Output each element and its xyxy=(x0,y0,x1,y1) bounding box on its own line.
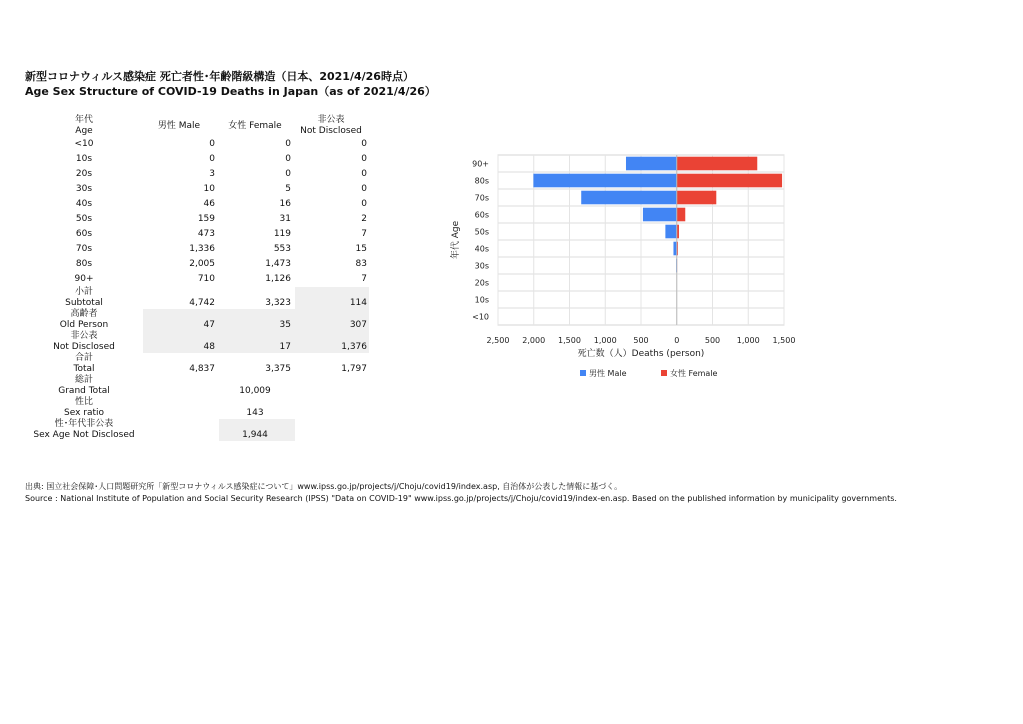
row-not-disclosed: 0 xyxy=(361,169,367,179)
row-not-disclosed: 7 xyxy=(361,274,367,284)
table-row xyxy=(25,257,369,272)
table-row xyxy=(25,167,369,182)
row-male: 710 xyxy=(197,274,215,284)
row-age: 90+ xyxy=(74,274,94,284)
row-female: 1,473 xyxy=(265,259,291,269)
x-tick-label: 1,000 xyxy=(593,336,617,345)
row-female: 31 xyxy=(279,214,291,224)
bar-female xyxy=(677,191,717,205)
row-male: 10 xyxy=(203,184,215,194)
title-japanese: 新型コロナウィルス感染症 死亡者性･年齢階級構造（日本、2021/4/26時点） xyxy=(25,70,414,83)
y-tick-label: 60s xyxy=(474,210,489,220)
row-female: 0 xyxy=(285,154,291,164)
row-male: 0 xyxy=(209,139,215,149)
row-age: 20s xyxy=(75,169,93,179)
x-tick-label: 500 xyxy=(704,336,721,345)
grand-total-row: 総計 Grand Total 10,009 xyxy=(58,375,271,396)
subtotal-row: 小計 Subtotal 4,742 3,323 114 xyxy=(65,287,367,308)
row-not-disclosed: 0 xyxy=(361,139,367,149)
row-male: 3 xyxy=(209,169,215,179)
row-female: 5 xyxy=(285,184,291,194)
source-english: Source : National Institute of Population and Social Security Research (IPSS) "Data on COVID-19" www.ipss.go.jp/projects/j/Choju/covid19/index-en.asp. Based on the published information by municipality governments. xyxy=(25,494,897,503)
y-tick-label: 20s xyxy=(474,278,489,288)
table-header xyxy=(25,115,369,137)
y-tick-label: 10s xyxy=(474,295,489,305)
table-row xyxy=(25,152,369,167)
header-male: 男性 Male xyxy=(157,120,201,131)
header-age: 年代 Age xyxy=(74,115,93,136)
row-male: 1,336 xyxy=(189,244,215,254)
legend-swatch-female xyxy=(661,370,667,376)
deaths-table xyxy=(25,115,369,441)
x-tick-label: 1,500 xyxy=(772,336,796,345)
bar-male xyxy=(533,174,676,188)
row-not-disclosed: 83 xyxy=(355,259,367,269)
bar-male xyxy=(643,208,677,222)
table-row xyxy=(25,242,369,257)
row-female: 16 xyxy=(279,199,291,209)
row-female: 0 xyxy=(285,169,291,179)
row-age: 10s xyxy=(75,154,93,164)
y-axis-title: 年代 Age xyxy=(451,220,461,260)
row-age: 80s xyxy=(75,259,93,269)
header-female: 女性 Female xyxy=(228,120,282,131)
bar-male xyxy=(626,157,677,171)
header-not-disclosed: 非公表 Not Disclosed xyxy=(300,115,362,136)
y-tick-label: 70s xyxy=(474,193,489,203)
y-tick-label: 90+ xyxy=(472,159,489,169)
row-male: 473 xyxy=(197,229,215,239)
y-tick-label: 30s xyxy=(474,261,489,271)
row-female: 1,126 xyxy=(265,274,291,284)
table-row xyxy=(25,272,369,287)
y-tick-label: 40s xyxy=(474,244,489,254)
legend-label-female: 女性 Female xyxy=(670,369,718,378)
x-tick-label: 0 xyxy=(674,336,680,345)
row-not-disclosed: 0 xyxy=(361,199,367,209)
bar-male xyxy=(581,191,677,205)
y-tick-label: <10 xyxy=(472,312,489,322)
row-male: 0 xyxy=(209,154,215,164)
x-axis-title: 死亡数（人）Deaths (person) xyxy=(577,349,705,359)
row-age: 50s xyxy=(75,214,93,224)
row-age: <10 xyxy=(74,139,94,149)
y-tick-label: 80s xyxy=(474,176,489,186)
row-age: 40s xyxy=(75,199,93,209)
row-not-disclosed: 7 xyxy=(361,229,367,239)
row-female: 119 xyxy=(273,229,291,239)
source-japanese: 出典: 国立社会保障･人口問題研究所「新型コロナウィルス感染症について」www.ipss.go.jp/projects/j/Choju/covid19/index.asp, 自治体が公表した情報に基づく。 xyxy=(25,482,623,491)
x-tick-label: 1,000 xyxy=(736,336,760,345)
bar-female xyxy=(677,174,782,188)
row-not-disclosed: 15 xyxy=(355,244,367,254)
bar-female xyxy=(677,157,758,171)
row-female: 553 xyxy=(273,244,291,254)
total-row: 合計 Total 4,837 3,375 1,797 xyxy=(73,353,367,374)
row-age: 70s xyxy=(75,244,93,254)
row-male: 2,005 xyxy=(189,259,215,269)
old-person-row: 高齢者 Old Person 47 35 307 xyxy=(59,309,367,330)
title-english: Age Sex Structure of COVID-19 Deaths in Japan（as of 2021/4/26） xyxy=(25,85,436,98)
table-row xyxy=(25,182,369,197)
legend-swatch-male xyxy=(580,370,586,376)
not-disclosed-row: 非公表 Not Disclosed 48 17 1,376 xyxy=(53,331,367,352)
table-row xyxy=(25,137,369,152)
row-male: 159 xyxy=(197,214,215,224)
table-row xyxy=(25,227,369,242)
row-not-disclosed: 0 xyxy=(361,154,367,164)
sex-age-nd-row: 性･年代非公表 Sex Age Not Disclosed 1,944 xyxy=(25,419,369,441)
x-tick-label: 500 xyxy=(633,336,649,345)
row-not-disclosed: 0 xyxy=(361,184,367,194)
row-age: 60s xyxy=(75,229,93,239)
bar-male xyxy=(665,225,676,239)
y-tick-label: 50s xyxy=(474,227,489,237)
population-pyramid-chart xyxy=(440,145,820,390)
table-row xyxy=(25,197,369,212)
row-age: 30s xyxy=(75,184,93,194)
x-tick-label: 2,000 xyxy=(522,336,546,345)
table-row xyxy=(25,212,369,227)
row-female: 0 xyxy=(285,139,291,149)
x-tick-label: 2,500 xyxy=(486,336,510,345)
row-male: 46 xyxy=(203,199,215,209)
x-tick-label: 1,500 xyxy=(558,336,581,345)
sex-ratio-row: 性比 Sex ratio 143 xyxy=(63,397,264,418)
row-not-disclosed: 2 xyxy=(361,214,367,224)
legend-label-male: 男性 Male xyxy=(589,369,627,378)
bar-female xyxy=(677,208,686,222)
